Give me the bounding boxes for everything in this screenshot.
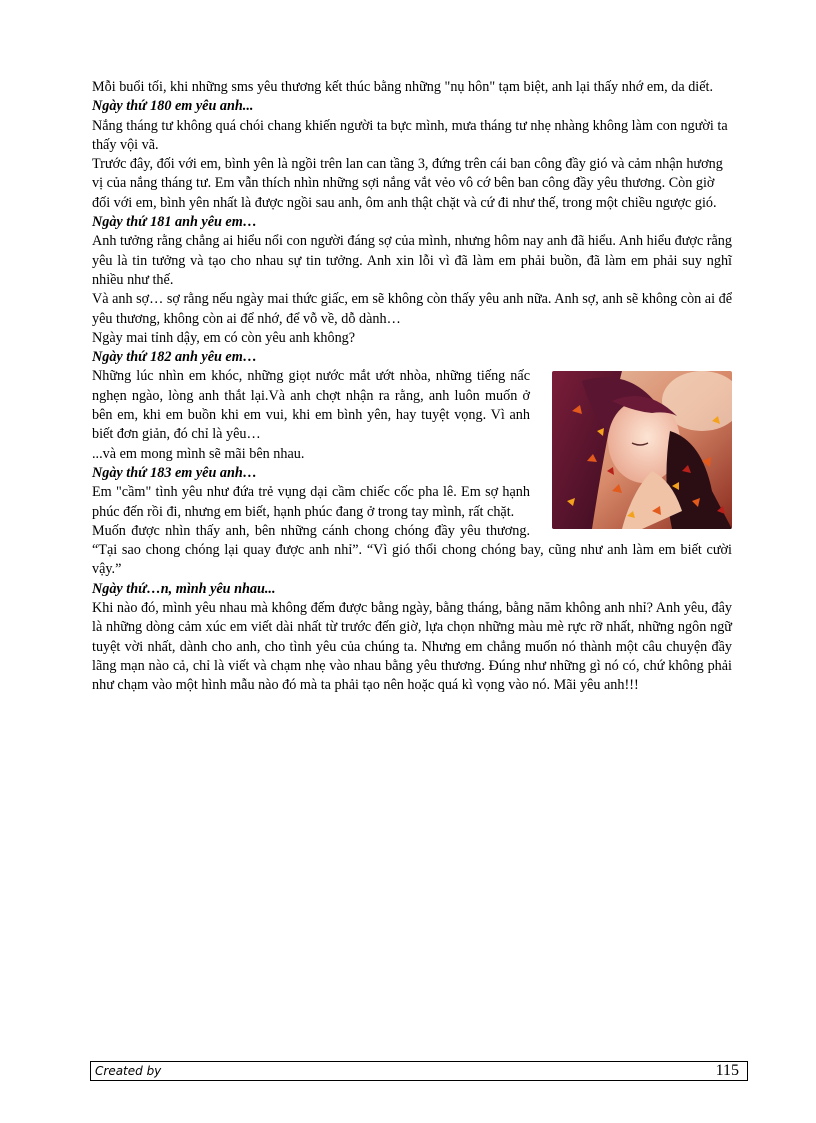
page-footer (90, 1061, 748, 1081)
paragraph: Trước đây, đối với em, bình yên là ngồi trên lan can tầng 3, đứng trên cái ban công đầy gió và cảm nhận hương vị của nắng tháng tư. Em vẫn thích nhìn những sợi nắng vắt vẻo vô cớ bên ban công đầy yêu thương. Còn giờ đối với em, bình yên nhất là được ngồi sau anh, ôm anh thật chặt và cứ đi như thế, trong một chiều ngược gió. (92, 156, 723, 211)
anime-couple-illustration (552, 371, 732, 529)
paragraph: Khi nào đó, mình yêu nhau mà không đếm được bằng ngày, bằng tháng, bằng năm không anh nhỉ? Anh yêu, đây là những dòng cảm xúc em viết dài nhất từ trước đến giờ, lựa chọn những màu mè rực rỡ nhất, những ngôn ngữ tuyệt vời nhất, dành cho anh, cho tình yêu của chúng ta. Nhưng em chẳng muốn nó thành một câu chuyện đầy lãng mạn nào cả, chỉ là viết và chạm nhẹ vào nhau bằng yêu thương. Đúng như những gì nó có, chứ không phải như chạm vào một hình mẫu nào đó mà ta phải tạo nên hoặc quá kì vọng vào nó. Mãi yêu anh!!! (92, 600, 732, 694)
paragraph: Mỗi buổi tối, khi những sms yêu thương kết thúc bằng những "nụ hôn" tạm biệt, anh lại thấy nhớ em, da diết. (92, 79, 714, 95)
section-heading: Ngày thứ 182 anh yêu em… (92, 349, 257, 366)
document-body (92, 78, 732, 696)
page-number: 115 (715, 1062, 739, 1079)
section-heading: Ngày thứ 181 anh yêu em… (92, 214, 257, 231)
paragraph: Và anh sợ… sợ rằng nếu ngày mai thức giấc, em sẽ không còn thấy yêu anh nữa. Anh sợ, anh sẽ không còn ai để yêu thương, không còn ai để nhớ, để vỗ về, dỗ dành… (92, 291, 732, 327)
section-heading: Ngày thứ 183 em yêu anh… (92, 464, 257, 481)
section-heading: Ngày thứ 180 em yêu anh... (92, 98, 254, 115)
paragraph: Những lúc nhìn em khóc, những giọt nước mắt ướt nhòa, những tiếng nấc nghẹn ngào, lòng anh thắt lại.Và anh chợt nhận ra rằng, anh luôn muốn ở bên em, khi em buồn khi em vui, khi em bình yên, hay tuyệt vọng. Vì anh biết đơn giản, đó chỉ là yêu… (92, 368, 530, 443)
paragraph: ...và em mong mình sẽ mãi bên nhau. (92, 445, 305, 462)
paragraph: Em "cầm" tình yêu như đứa trẻ vụng dại cầm chiếc cốc pha lê. Em sợ hạnh phúc đến rồi đi, nhưng em biết, hạnh phúc đang ở trong tay mình, rất chặt. (92, 484, 530, 520)
section-heading: Ngày thứ…n, mình yêu nhau... (92, 580, 276, 597)
paragraph: Muốn được nhìn thấy anh, bên những cánh chong chóng đầy yêu thương. “Tại sao chong chóng lại quay được anh nhỉ”. “Vì gió thổi chong chóng bay, cũng như anh làm em biết cười vậy.” (92, 522, 732, 578)
paragraph: Nắng tháng tư không quá chói chang khiến người ta bực mình, mưa tháng tư nhẹ nhàng không làm con người ta thấy vội vã. (92, 117, 728, 153)
footer-credit: Created by (95, 1064, 162, 1078)
paragraph: Anh tưởng rằng chẳng ai hiểu nổi con người đáng sợ của mình, nhưng hôm nay anh đã hiểu. Anh hiểu được rằng yêu là tin tưởng và tạo cho nhau sự tin tưởng. Anh xin lỗi vì đã làm em phải buồn, đã làm em phải suy nghĩ nhiều như thế. (92, 233, 732, 288)
paragraph: Ngày mai tỉnh dậy, em có còn yêu anh không? (92, 329, 356, 346)
